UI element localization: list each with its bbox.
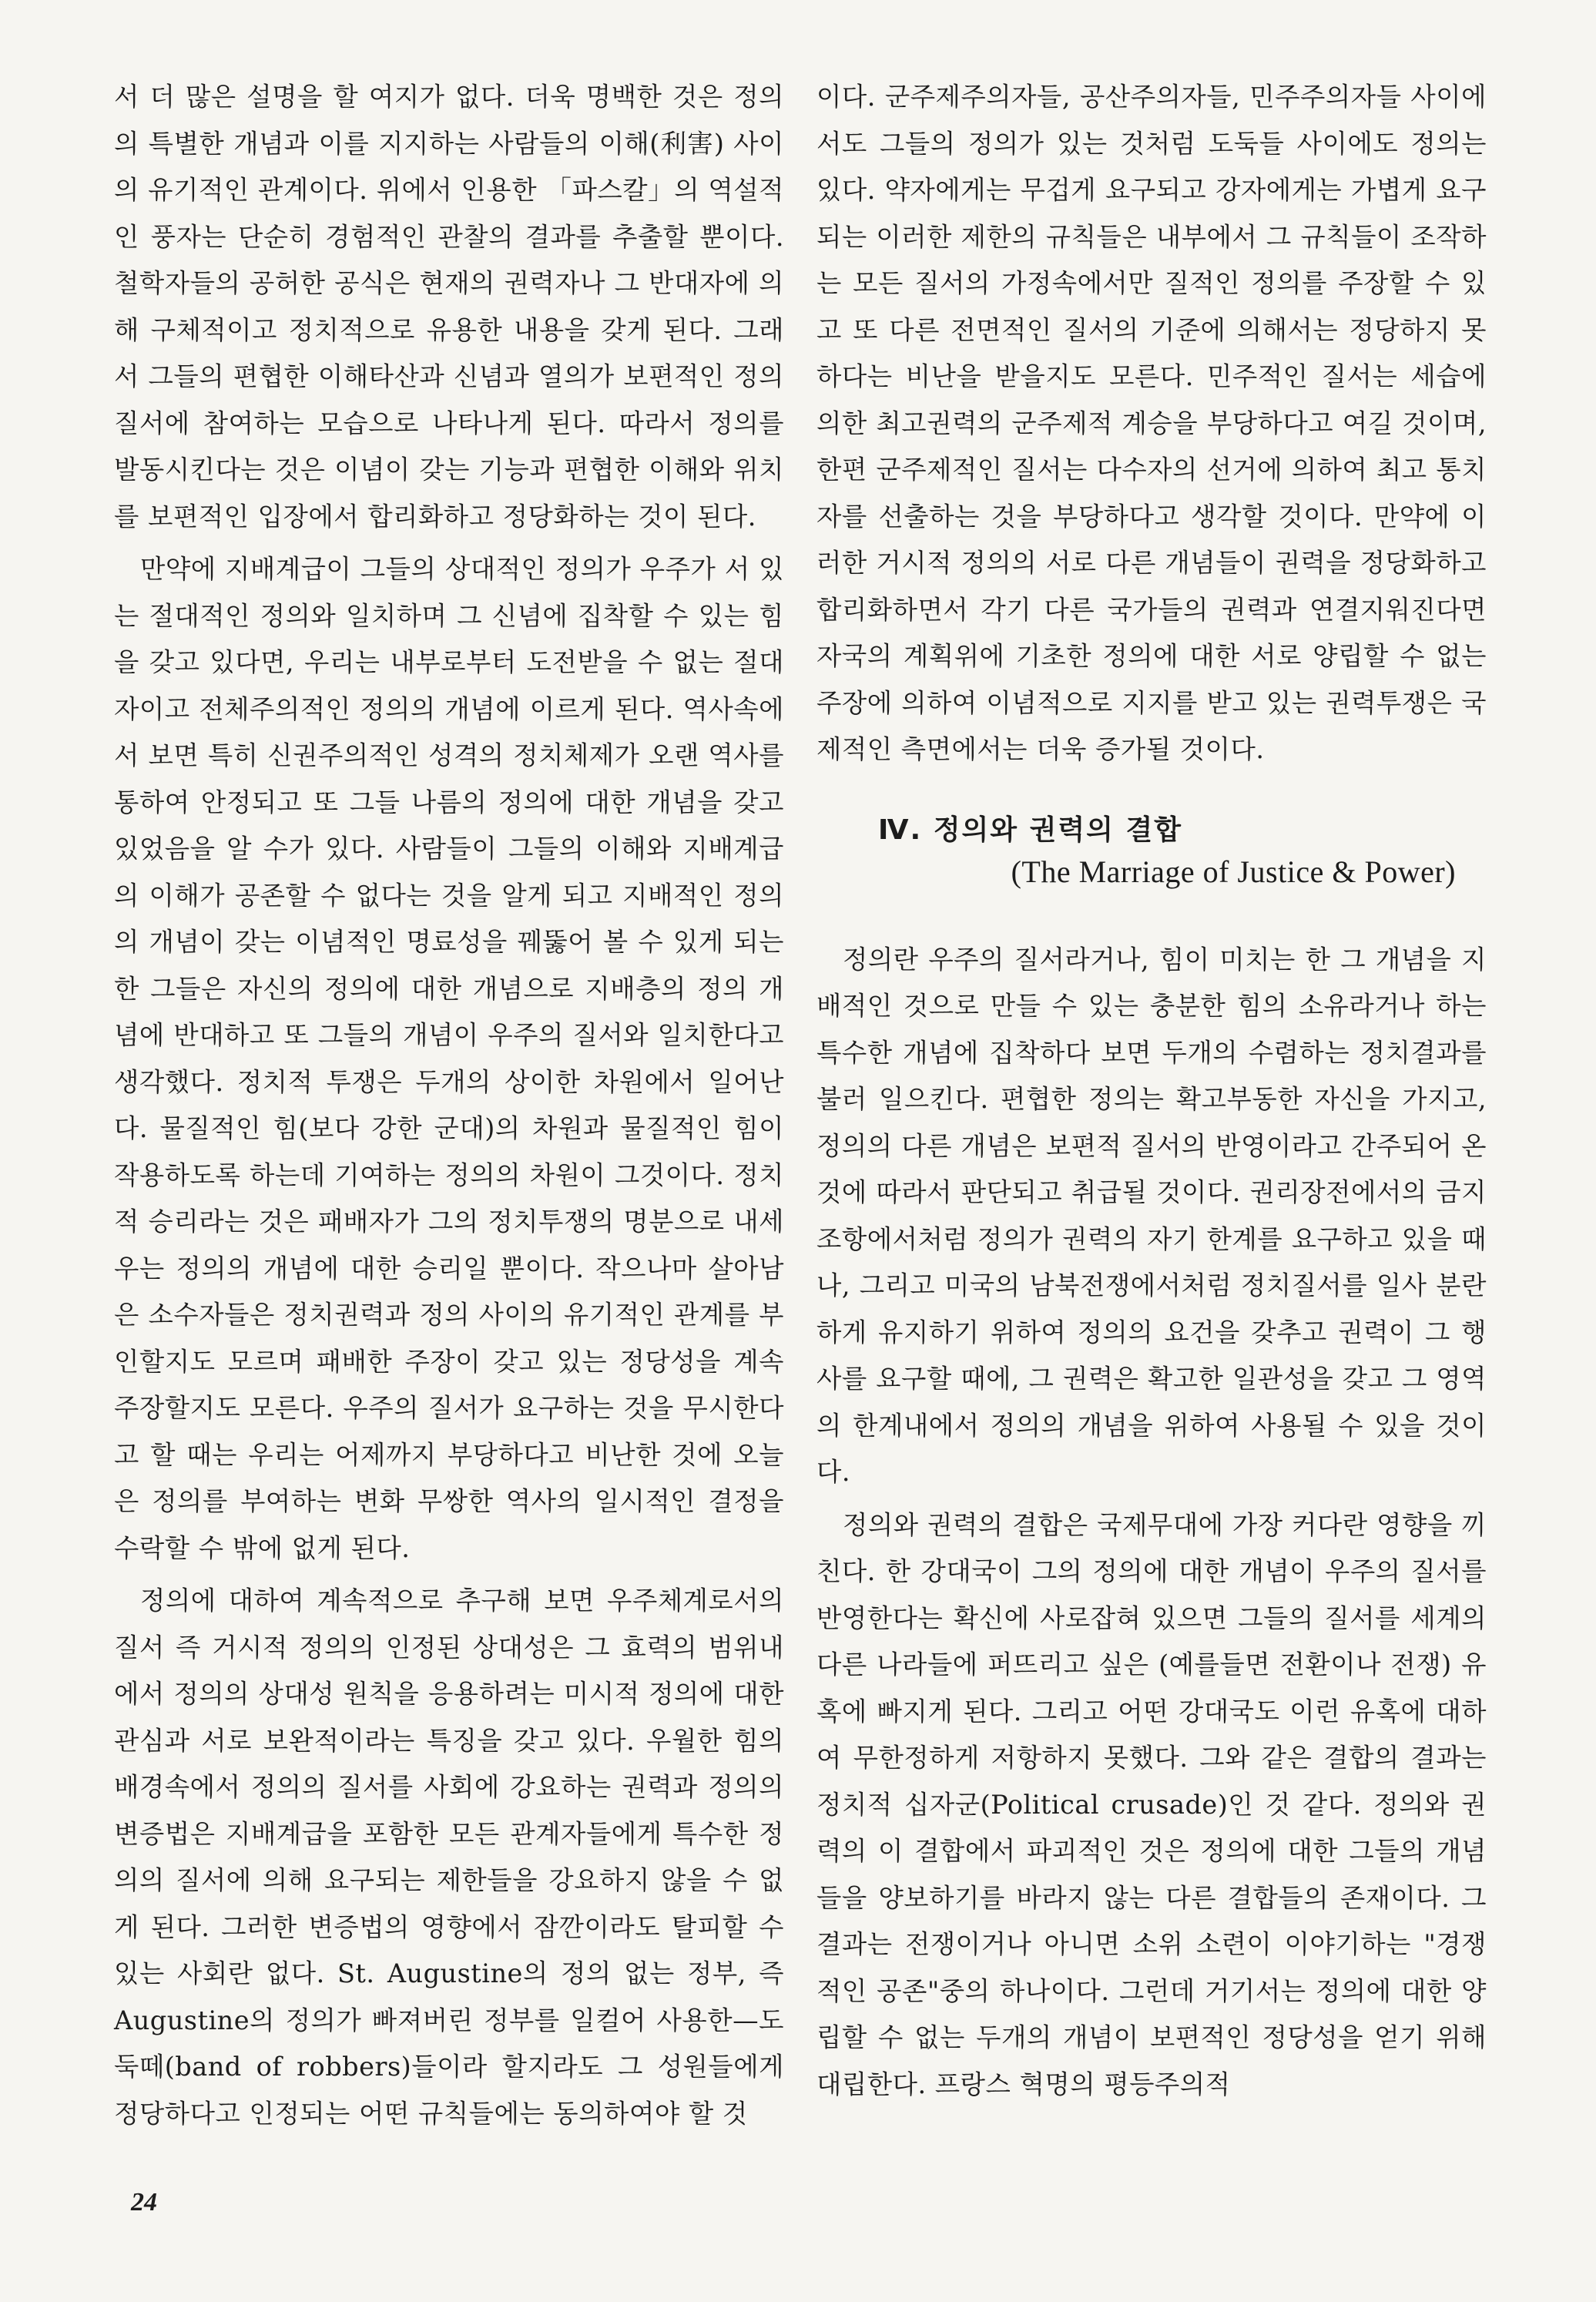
left-paragraph-3: 정의에 대하여 계속적으로 추구해 보면 우주체계로서의 질서 즉 거시적 정의의 인정된 상대성은 그 효력의 범위내에서 정의의 상대성 원칙을 응용하려는 미시적 정의에 대한 관심과 서로 보완적이라는 특징을 갖고 있다. 우월한 힘의 배경속에서 정의의 질서를 사회에 강요하는 권력과 정의의 변증법은 지배계급을 포함한 모든 관계자들에게 특수한 정의의 질서에 의해 요구되는 제한들을 강요하지 않을 수 없게 된다. 그러한 변증법의 영향에서 잠깐이라도 탈피할 수 있는 사회란 없다. St. Augustine의 정의 없는 정부, 즉Augustine의 정의가 빠져버린 정부를 일컬어 사용한—도둑떼(band of robbers)들이라 할지라도 그 성원들에게 정당하다고 인정되는 어떤 규칙들에는 동의하여야 할 것 (114, 1586, 784, 2129)
right-column (816, 74, 1487, 2108)
page-number: 24 (131, 2188, 157, 2216)
section-heading (816, 810, 1487, 894)
right-paragraph-2: 정의란 우주의 질서라거나, 힘이 미치는 한 그 개념을 지배적인 것으로 만들 수 있는 충분한 힘의 소유라거나 하는 특수한 개념에 집착하다 보면 두개의 수렴하는 정치결과를 불러 일으킨다. 편협한 정의는 확고부동한 자신을 가지고, 정의의 다른 개념은 보편적 질서의 반영이라고 간주되어 온 것에 따라서 판단되고 취급될 것이다. 권리장전에서의 금지조항에서처럼 정의가 권력의 자기 한계를 요구하고 있을 때나, 그리고 미국의 남북전쟁에서처럼 정치질서를 일사 분란하게 유지하기 위하여 정의의 요건을 갖추고 권력이 그 행사를 요구할 때에, 그 권력은 확고한 일관성을 갖고 그 영역의 한계내에서 정의의 개념을 위하여 사용될 수 있을 것이다. (816, 944, 1487, 1487)
left-column (114, 74, 784, 2137)
left-paragraph-1: 서 더 많은 설명을 할 여지가 없다. 더욱 명백한 것은 정의의 특별한 개념과 이를 지지하는 사람들의 이해(利害) 사이의 유기적인 관계이다. 위에서 인용한 「파스칼」의 역설적인 풍자는 단순히 경험적인 관찰의 결과를 추출할 뿐이다. 철학자들의 공허한 공식은 현재의 권력자나 그 반대자에 의해 구체적이고 정치적으로 유용한 내용을 갖게 된다. 그래서 그들의 편협한 이해타산과 신념과 열의가 보편적인 정의 질서에 참여하는 모습으로 나타나게 된다. 따라서 정의를 발동시킨다는 것은 이념이 갖는 기능과 편협한 이해와 위치를 보편적인 입장에서 합리화하고 정당화하는 것이 된다. (114, 82, 784, 532)
right-paragraph-1: 이다. 군주제주의자들, 공산주의자들, 민주주의자들 사이에서도 그들의 정의가 있는 것처럼 도둑들 사이에도 정의는 있다. 약자에게는 무겁게 요구되고 강자에게는 가볍게 요구되는 이러한 제한의 규칙들은 내부에서 그 규칙들이 조작하는 모든 질서의 가정속에서만 질적인 정의를 주장할 수 있고 또 다른 전면적인 질서의 기준에 의해서는 정당하지 못하다는 비난을 받을지도 모른다. 민주적인 질서는 세습에 의한 최고권력의 군주제적 계승을 부당하다고 여길 것이며, 한편 군주제적인 질서는 다수자의 선거에 의하여 최고 통치자를 선출하는 것을 부당하다고 생각할 것이다. 만약에 이러한 거시적 정의의 서로 다른 개념들이 권력을 정당화하고 합리화하면서 각기 다른 국가들의 권력과 연결지워진다면 자국의 계획위에 기초한 정의에 대한 서로 양립할 수 없는 주장에 의하여 이념적으로 지지를 받고 있는 권력투쟁은 국제적인 측면에서는 더욱 증가될 것이다. (816, 82, 1487, 764)
right-paragraph-3: 정의와 권력의 결합은 국제무대에 가장 커다란 영향을 끼친다. 한 강대국이 그의 정의에 대한 개념이 우주의 질서를 반영한다는 확신에 사로잡혀 있으면 그들의 질서를 세계의 다른 나라들에 퍼뜨리고 싶은 (예를들면 전환이나 전쟁) 유혹에 빠지게 된다. 그리고 어떤 강대국도 이런 유혹에 대하여 무한정하게 저항하지 못했다. 그와 같은 결합의 결과는 정치적 십자군(Political crusade)인 것 같다. 정의와 권력의 이 결합에서 파괴적인 것은 정의에 대한 그들의 개념들을 양보하기를 바라지 않는 다른 결합들의 존재이다. 그 결과는 전쟁이거나 아니면 소위 소련이 이야기하는 "경쟁적인 공존"중의 하나이다. 그런데 거기서는 정의에 대한 양립할 수 없는 두개의 개념이 보편적인 정당성을 얻기 위해 대립한다. 프랑스 혁명의 평등주의적 (816, 1509, 1487, 2099)
left-paragraph-2: 만약에 지배계급이 그들의 상대적인 정의가 우주가 서 있는 절대적인 정의와 일치하며 그 신념에 집착할 수 있는 힘을 갖고 있다면, 우리는 내부로부터 도전받을 수 없는 절대자이고 전체주의적인 정의의 개념에 이르게 된다. 역사속에서 보면 특히 신권주의적인 성격의 정치체제가 오랜 역사를 통하여 안정되고 또 그들 나름의 정의에 대한 개념을 갖고 있었음을 알 수가 있다. 사람들이 그들의 이해와 지배계급의 이해가 공존할 수 없다는 것을 알게 되고 지배적인 정의의 개념이 갖는 이념적인 명료성을 꿰뚫어 볼 수 있게 되는 한 그들은 자신의 정의에 대한 개념으로 지배층의 정의 개념에 반대하고 또 그들의 개념이 우주의 질서와 일치한다고 생각했다. 정치적 투쟁은 두개의 상이한 차원에서 일어난다. 물질적인 힘(보다 강한 군대)의 차원과 물질적인 힘이 작용하도록 하는데 기여하는 정의의 차원이 그것이다. 정치적 승리라는 것은 패배자가 그의 정치투쟁의 명분으로 내세우는 정의의 개념에 대한 승리일 뿐이다. 작으나마 살아남은 소수자들은 정치권력과 정의 사이의 유기적인 관계를 부인할지도 모르며 패배한 주장이 갖고 있는 정당성을 계속 주장할지도 모른다. 우주의 질서가 요구하는 것을 무시한다고 할 때는 우리는 어제까지 부당하다고 비난한 것에 오늘은 정의를 부여하는 변화 무쌍한 역사의 일시적인 결정을 수락할 수 밖에 없게 된다. (114, 554, 784, 1563)
section-heading-english: (The Marriage of Justice & Power) (1011, 854, 1456, 889)
section-heading-korean: Ⅳ. 정의와 권력의 결합 (878, 814, 1183, 846)
heading-spacer (816, 894, 1487, 937)
